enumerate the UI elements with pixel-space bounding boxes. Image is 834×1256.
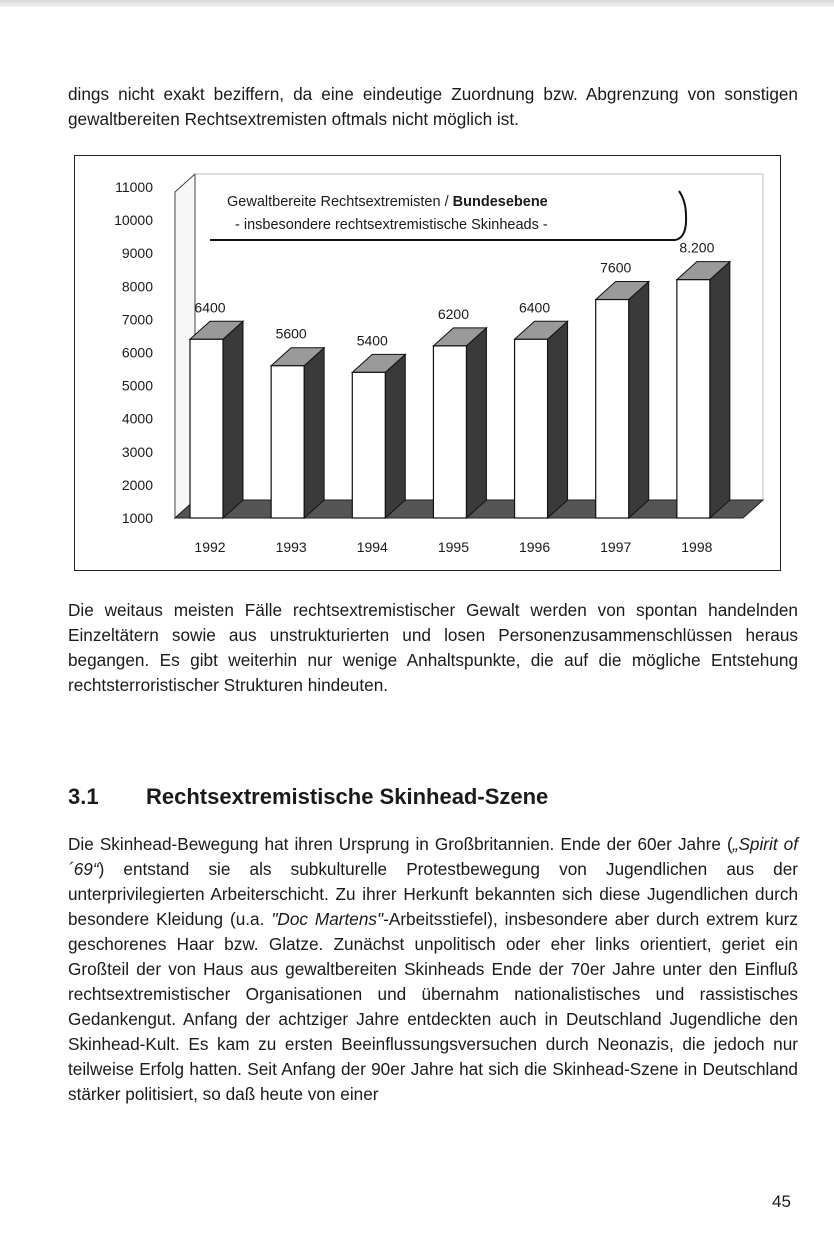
- x-tick-label: 1994: [356, 539, 388, 555]
- intro-paragraph: dings nicht exakt beziffern, da eine eindeutige Zuordnung bzw. Abgrenzung von sonstigen gewaltbereiten Rechtsextremisten oftmals nicht möglich ist.: [68, 84, 798, 129]
- skinhead-text-3: -Arbeitsstiefel), insbesondere aber durch extrem kurz geschorenes Haar bzw. Glatze. Zunächst unpolitisch oder eher links orientiert, geriet ein Großteil der von Haus aus gewaltbereiten Skinheads Ende der 70er Jahre unter den Einfluß rechtsextremistischer Organisationen und übernahm nationalistisches und rassistisches Gedankengut. Anfang der achtziger Jahre entdeckten auch in Deutschland Jugendliche den Skinhead-Kult. Es kam zu ersten Beeinflussungsversuchen durch Neonazis, die jedoch nur teilweise Erfolg hatten. Seit Anfang der 90er Jahre hat sich die Skinhead-Szene in Deutschland stärker politisiert, so daß heute von einer: [68, 909, 798, 1104]
- bar-value-label: 6200: [437, 305, 470, 322]
- x-tick-label: 1995: [437, 539, 470, 555]
- y-tick-label: 10000: [114, 212, 153, 229]
- bar: [596, 300, 629, 518]
- bar-side: [548, 321, 568, 518]
- bar: [433, 346, 466, 518]
- y-tick-label: 11000: [115, 179, 153, 195]
- y-tick-label: 4000: [121, 410, 153, 427]
- bar: [352, 372, 385, 518]
- bar: [515, 339, 548, 518]
- skinhead-text-1: Die Skinhead-Bewegung hat ihren Ursprung in Großbritannien. Ende der 60er Jahre (: [68, 834, 733, 854]
- section-heading: [68, 783, 548, 811]
- x-tick-label: 1998: [681, 539, 713, 555]
- bar: [677, 280, 710, 518]
- skinhead-paragraph: [68, 832, 798, 1107]
- y-tick-label: 2000: [121, 476, 153, 493]
- page-number: 45: [772, 1192, 791, 1211]
- bar-value-label: 6400: [518, 299, 551, 316]
- y-tick-label: 1000: [121, 510, 153, 526]
- bar: [190, 339, 223, 518]
- bar-value-label: 6400: [194, 299, 226, 316]
- x-tick-label: 1996: [518, 539, 551, 555]
- y-tick-label: 8000: [121, 278, 153, 295]
- skinhead-text-2: ) entstand sie als subkulturelle Protestbewegung von Jugendlichen aus der unterprivilegierten Arbeiterschicht. Zu ihrer Herkunft bekannten sich diese Jugendlichen durch besondere Kleidung (u.a.: [68, 859, 798, 929]
- violence-paragraph: Die weitaus meisten Fälle rechtsextremistischer Gewalt werden von spontan handelnden Einzeltätern sowie aus unstrukturierten und losen Personenzusammenschlüssen heraus begangen. Es gibt weiterhin nur wenige Anhaltspunkte, die auf die mögliche Entstehung rechtsterroristischer Strukturen hindeuten.: [68, 600, 798, 695]
- y-tick-label: 5000: [121, 377, 153, 394]
- x-tick-label: 1992: [194, 539, 226, 555]
- bar-value-label: 7600: [600, 259, 632, 276]
- bar-side: [304, 348, 324, 518]
- x-tick-label: 1993: [275, 539, 307, 555]
- y-tick-label: 6000: [121, 344, 153, 361]
- bar-side: [223, 321, 243, 518]
- bar-value-label: 5400: [356, 332, 388, 349]
- doc-martens-quote: "Doc Martens": [271, 909, 384, 929]
- y-tick-label: 9000: [121, 245, 153, 262]
- bar-side: [710, 262, 730, 518]
- bar-side: [629, 282, 649, 518]
- bar-value-label: 8.200: [679, 239, 715, 256]
- section-number: 3.1: [68, 784, 99, 809]
- spirit-quote: „Spirit of ´69“: [68, 834, 798, 879]
- bar-chart: [74, 155, 781, 571]
- chart-subtitle: - insbesondere rechtsextremistische Skinheads -: [235, 217, 548, 233]
- y-tick-label: 3000: [121, 443, 153, 460]
- section-title: Rechtsextremistische Skinhead-Szene: [146, 784, 549, 809]
- y-tick-label: 7000: [121, 311, 153, 328]
- chart-canvas: [75, 156, 782, 572]
- x-tick-label: 1997: [600, 539, 632, 555]
- bar-side: [466, 328, 486, 518]
- bar: [271, 366, 304, 518]
- page-top-edge: [0, 0, 834, 7]
- chart-title: Gewaltbereite Rechtsextremisten / Bundesebene: [227, 194, 548, 210]
- bar-value-label: 5600: [275, 325, 307, 342]
- bar-side: [385, 354, 405, 518]
